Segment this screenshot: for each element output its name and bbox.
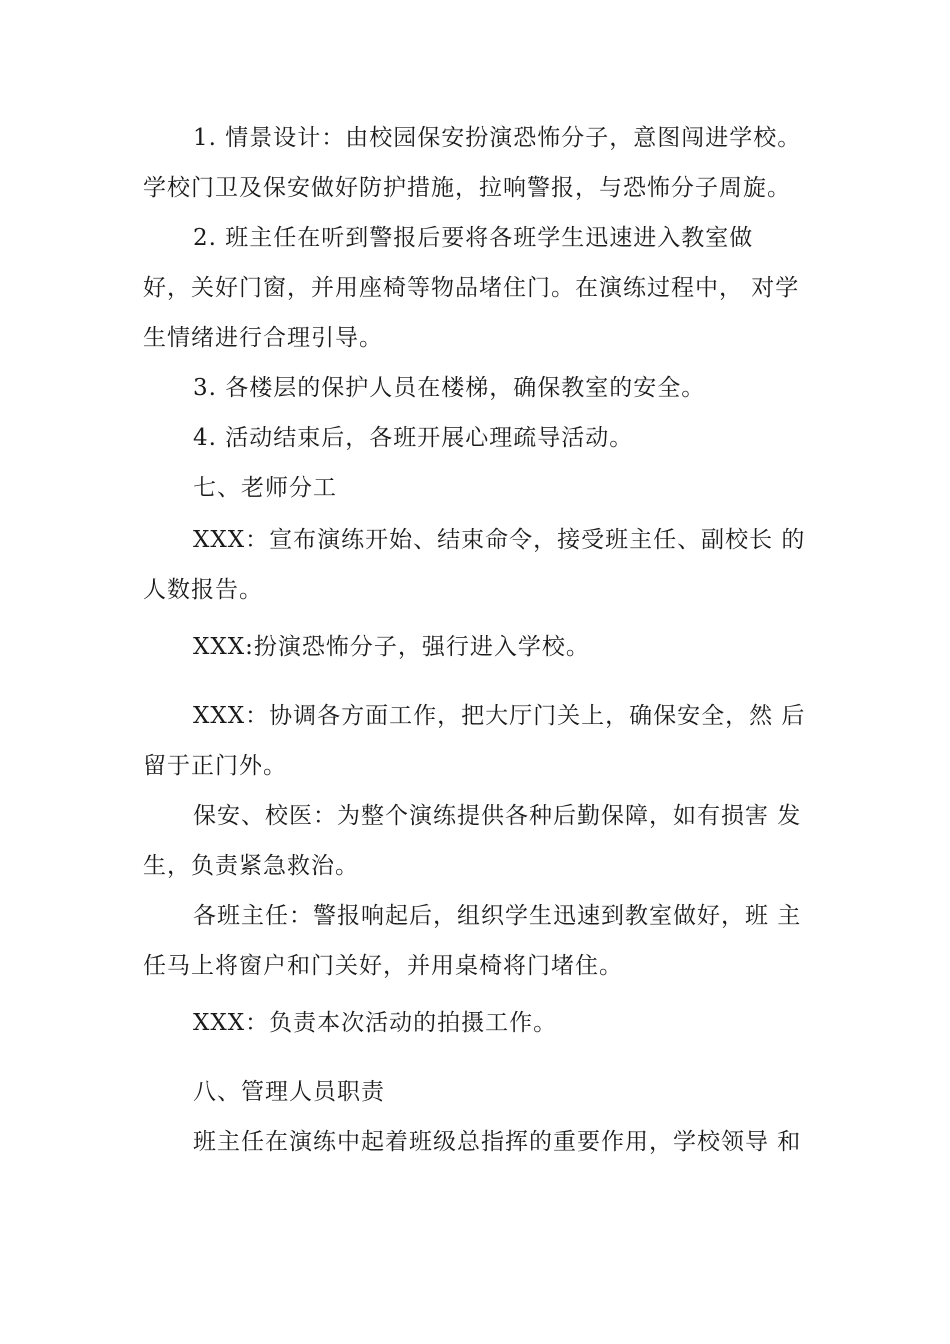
paragraph-role-photographer bbox=[143, 998, 819, 1048]
paragraph-role-announcer bbox=[143, 515, 819, 615]
section-heading: 八、管理人员职责 bbox=[193, 1079, 385, 1105]
paragraph-line: 3. 各楼层的保护人员在楼梯，确保教室的安全。 bbox=[193, 375, 706, 401]
paragraph-floor-protection bbox=[143, 363, 819, 413]
paragraph-line: 保安、校医：为整个演练提供各种后勤保障，如有损害 发 bbox=[193, 803, 802, 829]
paragraph-line: 各班主任：警报响起后，组织学生迅速到教室做好，班 主 bbox=[193, 903, 802, 929]
paragraph-line: 学校门卫及保安做好防护措施，拉响警报，与恐怖分子周旋。 bbox=[143, 175, 791, 201]
paragraph-role-actor bbox=[143, 622, 819, 672]
paragraph-line: 生，负责紧急救治。 bbox=[143, 853, 359, 879]
paragraph-line: 1. 情景设计：由校园保安扮演恐怖分子，意图闯进学校。 bbox=[193, 125, 802, 151]
paragraph-line: XXX：协调各方面工作，把大厅门关上，确保安全，然 后 bbox=[193, 703, 806, 729]
section-heading: 七、老师分工 bbox=[193, 475, 337, 501]
paragraph-line: 留于正门外。 bbox=[143, 753, 287, 779]
paragraph-role-head-teachers bbox=[143, 891, 819, 991]
paragraph-line: 好，关好门窗，并用座椅等物品堵住门。在演练过程中， 对学 bbox=[143, 275, 800, 301]
paragraph-role-security-medic bbox=[143, 791, 819, 891]
paragraph-line: XXX:扮演恐怖分子，强行进入学校。 bbox=[193, 634, 590, 660]
paragraph-line: XXX：宣布演练开始、结束命令，接受班主任、副校长 的 bbox=[193, 527, 806, 553]
paragraph-line: 任马上将窗户和门关好，并用桌椅将门堵住。 bbox=[143, 953, 623, 979]
paragraph-line: XXX：负责本次活动的拍摄工作。 bbox=[193, 1010, 558, 1036]
paragraph-line: 4. 活动结束后，各班开展心理疏导活动。 bbox=[193, 425, 634, 451]
section-heading-teacher-roles bbox=[143, 463, 819, 513]
paragraph-manager-duties bbox=[143, 1117, 819, 1167]
paragraph-line: 班主任在演练中起着班级总指挥的重要作用，学校领导 和 bbox=[193, 1129, 802, 1155]
paragraph-role-coordinator bbox=[143, 691, 819, 791]
paragraph-line: 2. 班主任在听到警报后要将各班学生迅速进入教室做 bbox=[193, 225, 754, 251]
paragraph-line: 人数报告。 bbox=[143, 577, 263, 603]
paragraph-scenario-design bbox=[143, 113, 819, 213]
paragraph-line: 生情绪进行合理引导。 bbox=[143, 325, 383, 351]
paragraph-counseling bbox=[143, 413, 819, 463]
section-heading-manager-duties bbox=[143, 1067, 819, 1117]
paragraph-head-teacher-action bbox=[143, 213, 819, 363]
